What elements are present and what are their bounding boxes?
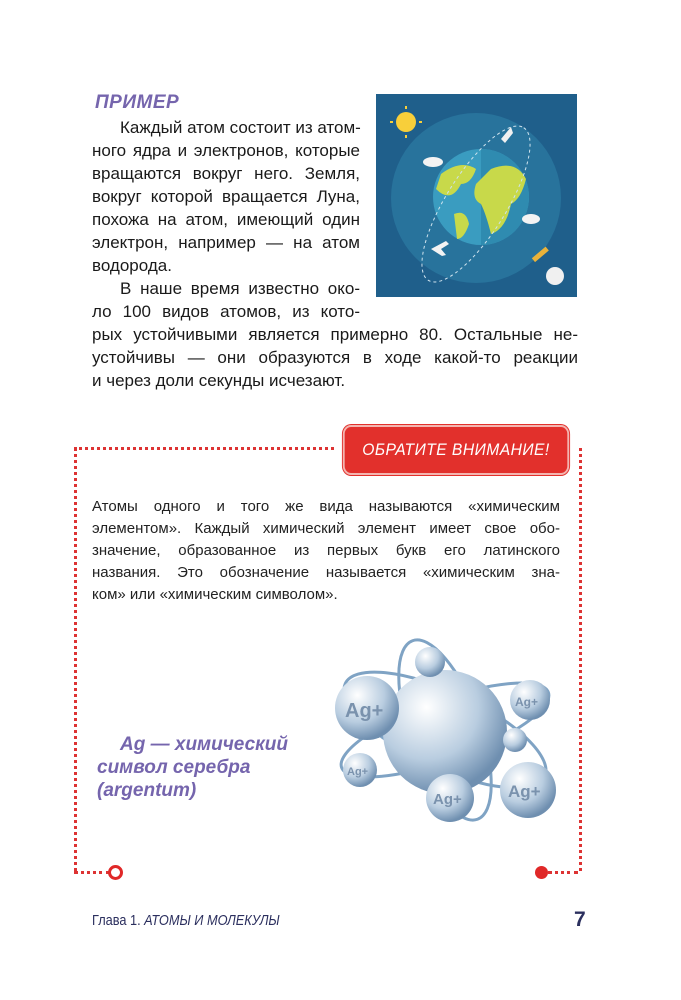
silver-atom-illustration bbox=[325, 620, 565, 835]
text-line: названия. Это обозначение называется «химическим зна- bbox=[92, 564, 560, 581]
atom-label: Ag+ bbox=[345, 700, 384, 722]
moon-icon bbox=[546, 267, 564, 285]
notice-border-bottom-left bbox=[74, 871, 110, 874]
text-line: похожа на атом, имеющий один bbox=[92, 210, 360, 229]
text-line: элементом». Каждый химический элемент имеет свое обо- bbox=[92, 520, 560, 537]
text-line: ком» или «химическим символом». bbox=[92, 586, 338, 603]
text-line: устойчивы — они образуются в ходе какой-то реакции bbox=[92, 348, 578, 367]
atom-caption bbox=[97, 733, 288, 802]
text-line: ло 100 видов атомов, из кото- bbox=[92, 302, 360, 321]
atom-label: Ag+ bbox=[508, 782, 541, 801]
atom-label: Ag+ bbox=[515, 695, 539, 709]
earth-illustration bbox=[376, 94, 577, 297]
caption-line: символ серебра bbox=[97, 757, 251, 778]
chapter-title: АТОМЫ И МОЛЕКУЛЫ bbox=[144, 912, 280, 929]
text-line: Каждый атом состоит из атом- bbox=[120, 118, 361, 137]
page-number: 7 bbox=[574, 908, 586, 931]
text-line: ного ядра и электронов, которые bbox=[92, 141, 360, 160]
caption-line: Ag — химический bbox=[120, 734, 289, 755]
caption-line: (argentum) bbox=[97, 780, 197, 801]
text-line: водорода. bbox=[92, 256, 172, 275]
text-line: вращаются вокруг него. Земля, bbox=[92, 164, 360, 183]
text-line: электрон, например — на атом bbox=[92, 233, 360, 252]
text-line: значение, образованное из первых букв его латинского bbox=[92, 542, 560, 559]
running-footer bbox=[92, 912, 280, 929]
example-title: ПРИМЕР bbox=[95, 92, 180, 113]
chapter-label: Глава 1. bbox=[92, 912, 141, 929]
dot-marker bbox=[535, 866, 548, 879]
sun-icon bbox=[396, 112, 416, 132]
notice-border-bottom-right bbox=[548, 871, 578, 874]
notice-badge: ОБРАТИТЕ ВНИМАНИЕ! bbox=[343, 425, 569, 475]
atom-label: Ag+ bbox=[347, 766, 369, 778]
text-line: вокруг которой вращается Луна, bbox=[92, 187, 360, 206]
ring-marker bbox=[108, 865, 123, 880]
text-line: В наше время известно око- bbox=[120, 279, 360, 298]
text-line: и через доли секунды исчезают. bbox=[92, 371, 346, 390]
atom-label: Ag+ bbox=[433, 791, 462, 808]
text-line: рых устойчивыми является примерно 80. Остальные не- bbox=[92, 325, 578, 344]
text-line: Атомы одного и того же вида называются «химическим bbox=[92, 498, 560, 515]
